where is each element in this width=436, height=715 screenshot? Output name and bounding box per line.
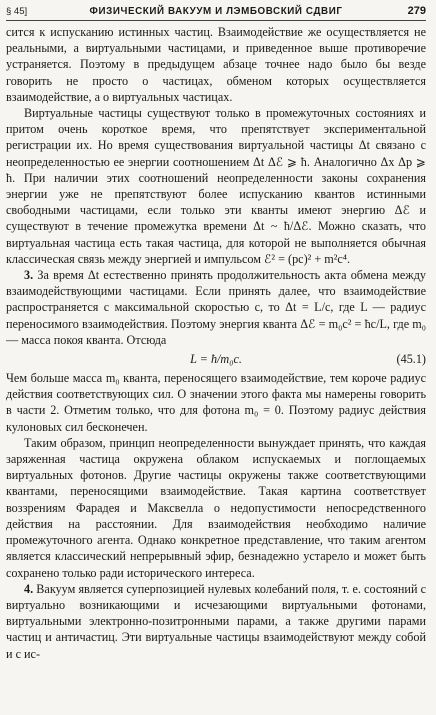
paragraph-item-3	[6, 267, 426, 348]
item-number-3: 3.	[24, 268, 34, 283]
paragraph-mass-radius: Чем больше масса m₀ кванта, переносящего взаимодействие, тем короче радиус действия соответствующих сил. О значении этого факта мы намерены говорить в части 2. Отметим только, что для фотона m₀ = 0. Поэтому радиус действия кулоновых сил бесконечен.	[6, 371, 426, 434]
paragraph-virtual-particles: Виртуальные частицы существуют только в промежуточных состояниях и притом очень короткое время, что препятствует экспериментальной регистрации их. Но время существования виртуальной частицы Δt связано с неопределенностью ее энергии соотношением Δt Δℰ ⩾ ħ. Аналогично Δx Δp ⩾ ħ. При наличии этих соотношений неопределенности законы сохранения энергии уже не препятствуют более испусканию квантов истинными свободными частицами, если только эти кванты имеют энергию Δℰ и существуют в течение промежутка времени Δt ~ ħ/Δℰ. Можно сказать, что виртуальная частица есть такая частица, для которой не выполняется обычная классическая связь между энергией и импульсом ℰ² = (pc)² + m²c⁴.	[6, 106, 426, 266]
item-number-4: 4.	[24, 581, 34, 596]
paragraph-item-4	[6, 581, 426, 662]
equation-45-1	[6, 351, 426, 368]
body-text	[6, 24, 426, 715]
paragraph-item-3-text: За время Δt естественно принять продолжительность акта обмена между взаимодействующими частицами. Если принять далее, что взаимодействие распространяется с максимальной скоростью c, то Δt = L/c, где L — радиус переносимого взаимодействия. Поэтому энергия кванта Δℰ = m₀c² = ħc/L, где m₀ — масса покоя кванта. Отсюда	[6, 268, 426, 347]
paragraph-item-4-text: Вакуум является суперпозицией нулевых колебаний поля, т. е. состояний с виртуально возникающими и исчезающими виртуальными фотонами, виртуальными электронно-позитронными парами, а также другими парами частиц и античастиц. Эти виртуальные частицы взаимодействуют между собой и с ис-	[6, 581, 426, 661]
section-marker: § 45]	[6, 6, 28, 17]
paragraph-continuation: сится к испусканию истинных частиц. Взаимодействие же осуществляется не реальными, а виртуальными частицами, и приведенное выше противоречие устраняется. Поэтому в предыдущем абзаце точнее надо было бы везде говорить не просто о частицах, обменом которых осуществляется взаимодействие, а о виртуальных частицах.	[6, 25, 426, 104]
equation-number: (45.1)	[396, 352, 426, 367]
page-number: 279	[407, 5, 426, 17]
equation-expression: L = ħ/m₀c.	[190, 352, 242, 367]
running-header	[6, 6, 426, 21]
paragraph-uncertainty-cloud: Таким образом, принцип неопределенности вынуждает принять, что каждая заряженная частица окружена облаком испускаемых и поглощаемых виртуальных фотонов. Другие частицы окружены также соответствующими квантами, переносящими взаимодействие. Такая картина соответствует воззрениям Фарадея и Максвелла о недопустимости непосредственного действия на расстоянии. Для взаимодействия необходимо наличие промежуточного агента. Однако конкретное представление, что таким агентом является классический непрерывный эфир, безнадежно устарело и может быть сохранено только ради исторического интереса.	[6, 435, 426, 580]
running-title: ФИЗИЧЕСКИЙ ВАКУУМ И ЛЭМБОВСКИЙ СДВИГ	[89, 6, 343, 17]
